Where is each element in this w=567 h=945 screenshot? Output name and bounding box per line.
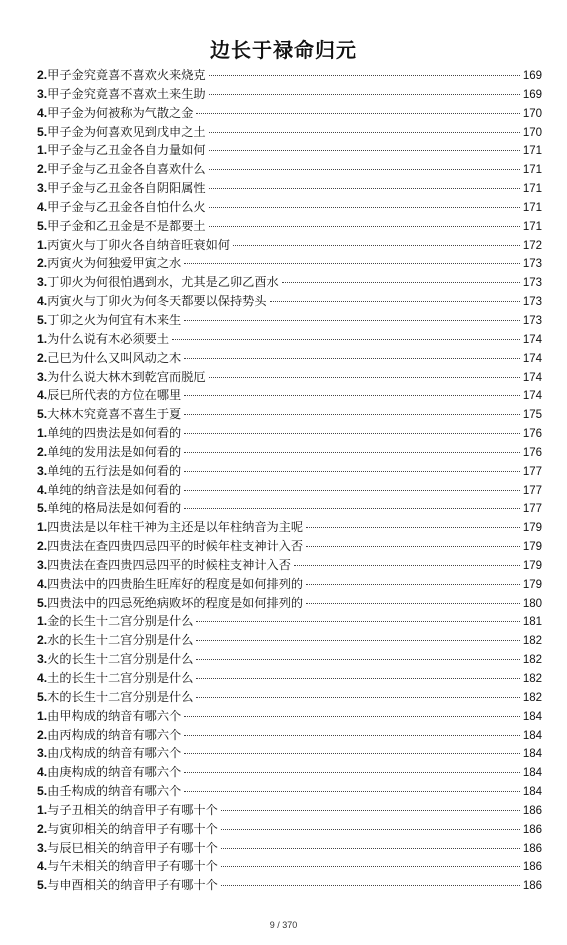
- toc-entry[interactable]: [37, 556, 542, 575]
- toc-entry[interactable]: [37, 820, 542, 839]
- toc-entry[interactable]: [37, 424, 542, 443]
- toc-entry-title: 甲子金与乙丑金各自怕什么火: [47, 199, 206, 214]
- toc-leader-dots: [221, 848, 520, 849]
- toc-entry-title: 由戊构成的纳音有哪六个: [47, 746, 182, 761]
- toc-entry-page: 179: [522, 559, 542, 572]
- toc-entry[interactable]: [37, 782, 542, 801]
- toc-leader-dots: [221, 810, 520, 811]
- toc-entry-number: 3.: [37, 181, 48, 196]
- toc-entry-page: 171: [522, 220, 542, 233]
- toc-entry-number: 5.: [37, 689, 48, 704]
- toc-entry-title: 由壬构成的纳音有哪六个: [47, 784, 182, 799]
- toc-entry-page: 186: [522, 842, 542, 855]
- toc-leader-dots: [184, 263, 520, 264]
- toc-entry-title: 丙寅火为何独爱甲寅之水: [47, 256, 182, 271]
- toc-entry-number: 1.: [37, 520, 48, 535]
- toc-entry-page: 179: [522, 522, 542, 535]
- toc-entry-page: 184: [522, 729, 542, 742]
- toc-leader-dots: [184, 395, 520, 396]
- toc-entry-page: 171: [522, 201, 542, 214]
- toc-entry-page: 177: [522, 484, 542, 497]
- toc-entry-number: 3.: [37, 652, 48, 667]
- toc-entry-number: 2.: [37, 821, 48, 836]
- toc-entry-page: 175: [522, 409, 542, 422]
- toc-entry-page: 173: [522, 258, 542, 271]
- toc-entry[interactable]: [37, 198, 542, 217]
- toc-leader-dots: [172, 339, 520, 340]
- toc-entry[interactable]: [37, 273, 542, 292]
- toc-entry-page: 182: [522, 635, 542, 648]
- toc-leader-dots: [306, 527, 520, 528]
- toc-entry-number: 4.: [37, 671, 48, 685]
- toc-entry-number: 4.: [37, 199, 48, 214]
- toc-entry-title: 辰巳所代表的方位在哪里: [47, 388, 182, 403]
- toc-entry[interactable]: [37, 594, 542, 613]
- toc-entry-page: 184: [522, 786, 542, 799]
- toc-leader-dots: [196, 659, 519, 660]
- toc-entry[interactable]: [37, 650, 542, 669]
- toc-leader-dots: [233, 245, 520, 246]
- toc-entry[interactable]: [37, 763, 542, 782]
- toc-leader-dots: [196, 697, 519, 698]
- toc-entry-page: 182: [522, 673, 542, 685]
- toc-entry-page: 177: [522, 465, 542, 478]
- toc-entry[interactable]: [37, 481, 542, 500]
- toc-entry-title: 由甲构成的纳音有哪六个: [47, 708, 182, 723]
- toc-entry-title: 为什么说大林木到乾宫而脱厄: [47, 369, 206, 384]
- toc-entry-page: 184: [522, 767, 542, 780]
- toc-leader-dots: [184, 320, 520, 321]
- toc-entry-page: 181: [522, 616, 542, 629]
- toc-entry-number: 1.: [37, 614, 48, 629]
- toc-entry-page: 170: [522, 107, 542, 120]
- toc-entry-page: 169: [522, 88, 542, 101]
- toc-leader-dots: [184, 753, 520, 754]
- toc-entry[interactable]: [37, 254, 542, 273]
- toc-entry-page: 186: [522, 804, 542, 817]
- toc-entry-page: 174: [522, 390, 542, 403]
- toc-entry-number: 4.: [37, 105, 48, 120]
- toc-entry-title: 甲子金究竟喜不喜欢土来生助: [47, 86, 206, 101]
- toc-entry-page: 182: [522, 691, 542, 704]
- toc-entry-number: 3.: [37, 840, 48, 855]
- toc-leader-dots: [196, 621, 519, 622]
- toc-entry-page: 176: [522, 428, 542, 441]
- toc-entry-title: 与子丑相关的纳音甲子有哪十个: [47, 802, 218, 817]
- toc-entry[interactable]: [37, 104, 542, 123]
- toc-entry[interactable]: [37, 744, 542, 763]
- toc-entry-page: 184: [522, 710, 542, 723]
- toc-entry[interactable]: [37, 707, 542, 726]
- toc-entry-page: 171: [522, 183, 542, 196]
- toc-entry[interactable]: [37, 537, 542, 556]
- toc-entry-title: 丁卯火为何很怕遇到水，尤其是乙卯乙酉水: [47, 275, 279, 290]
- toc-leader-dots: [209, 150, 520, 151]
- toc-entry-number: 4.: [37, 576, 48, 591]
- toc-entry-page: 184: [522, 748, 542, 761]
- toc-entry-title: 甲子金与乙丑金各自阴阳属性: [47, 181, 206, 196]
- toc-entry-page: 186: [522, 823, 542, 836]
- toc-entry-number: 2.: [37, 68, 48, 82]
- toc-entry-title: 四贵法在查四贵四忌四平的时候柱支神计入否: [47, 557, 291, 572]
- toc-entry-title: 甲子金为何被称为气散之金: [47, 105, 194, 120]
- toc-leader-dots: [221, 829, 520, 830]
- toc-entry-number: 2.: [37, 444, 48, 459]
- toc-entry[interactable]: [37, 66, 542, 85]
- toc-leader-dots: [184, 433, 520, 434]
- toc-entry-number: 1.: [37, 426, 48, 441]
- toc-entry-title: 木的长生十二宫分别是什么: [47, 689, 194, 704]
- toc-entry-title: 单纯的四贵法是如何看的: [47, 426, 182, 441]
- toc-entry-page: 171: [522, 145, 542, 158]
- toc-entry[interactable]: [37, 499, 542, 518]
- toc-entry-page: 174: [522, 371, 542, 384]
- toc-entry[interactable]: [37, 349, 542, 368]
- toc-entry-title: 单纯的纳音法是如何看的: [47, 482, 182, 497]
- toc-entry[interactable]: [37, 518, 542, 537]
- toc-entry[interactable]: [37, 179, 542, 198]
- toc-entry-number: 1.: [37, 708, 48, 723]
- toc-entry-page: 169: [522, 70, 542, 82]
- toc-leader-dots: [209, 94, 520, 95]
- toc-entry-number: 2.: [37, 162, 48, 177]
- toc-leader-dots: [282, 282, 520, 283]
- toc-entry-number: 1.: [37, 143, 48, 158]
- toc-entry-title: 土的长生十二宫分别是什么: [47, 671, 194, 685]
- toc-entry-number: 3.: [37, 86, 48, 101]
- toc-entry-title: 与午未相关的纳音甲子有哪十个: [47, 859, 218, 874]
- toc-leader-dots: [196, 113, 519, 114]
- toc-entry-title: 甲子金与乙丑金各自喜欢什么: [47, 162, 206, 177]
- toc-entry-title: 由丙构成的纳音有哪六个: [47, 727, 182, 742]
- toc-leader-dots: [184, 358, 520, 359]
- toc-entry-number: 4.: [37, 294, 48, 309]
- toc-entry-title: 为什么说有木必须要土: [47, 331, 170, 346]
- toc-entry[interactable]: [37, 726, 542, 745]
- toc-entry-title: 水的长生十二宫分别是什么: [47, 633, 194, 648]
- page-number: 9 / 370: [269, 920, 298, 930]
- toc-entry-page: 173: [522, 314, 542, 327]
- toc-entry[interactable]: [37, 801, 542, 820]
- toc-entry-title: 四贵法中的四忌死绝病败坏的程度是如何排列的: [47, 595, 304, 610]
- toc-entry-title: 大林木究竟喜不喜生于夏: [47, 407, 182, 422]
- toc-entry[interactable]: [37, 405, 542, 424]
- toc-entry-number: 2.: [37, 633, 48, 648]
- toc-entry-number: 4.: [37, 388, 48, 403]
- toc-entry-number: 5.: [37, 595, 48, 610]
- toc-entry[interactable]: [37, 688, 542, 707]
- toc-entry-title: 甲子金究竟喜不喜欢火来烧克: [47, 68, 206, 82]
- toc-entry-title: 单纯的发用法是如何看的: [47, 444, 182, 459]
- toc-entry-page: 182: [522, 654, 542, 667]
- toc-leader-dots: [270, 301, 520, 302]
- toc-entry[interactable]: [37, 575, 542, 594]
- toc-entry-number: 1.: [37, 331, 48, 346]
- toc-entry-number: 2.: [37, 256, 48, 271]
- toc-leader-dots: [209, 75, 520, 76]
- toc-leader-dots: [209, 226, 520, 227]
- toc-entry[interactable]: [37, 292, 542, 311]
- toc-entry[interactable]: [37, 462, 542, 481]
- toc-entry-title: 由庚构成的纳音有哪六个: [47, 765, 182, 780]
- toc-entry-title: 单纯的格局法是如何看的: [47, 501, 182, 516]
- toc-entry-number: 3.: [37, 275, 48, 290]
- toc-leader-dots: [196, 678, 519, 679]
- toc-entry-page: 173: [522, 277, 542, 290]
- toc-entry-page: 179: [522, 578, 542, 591]
- toc-entry-page: 177: [522, 503, 542, 516]
- toc-entry-number: 5.: [37, 124, 48, 139]
- toc-leader-dots: [184, 772, 520, 773]
- toc-entry[interactable]: [37, 123, 542, 142]
- toc-entry[interactable]: [37, 217, 542, 236]
- toc-entry-number: 5.: [37, 878, 48, 893]
- toc-leader-dots: [294, 565, 520, 566]
- toc-leader-dots: [221, 885, 520, 886]
- toc-entry-page: 170: [522, 126, 542, 139]
- toc-entry-number: 5.: [37, 218, 48, 233]
- toc-entry-page: 173: [522, 296, 542, 309]
- toc-leader-dots: [209, 132, 520, 133]
- toc-entry-number: 4.: [37, 482, 48, 497]
- toc-leader-dots: [184, 791, 520, 792]
- toc-leader-dots: [221, 866, 520, 867]
- toc-entry-number: 2.: [37, 727, 48, 742]
- toc-entry-title: 单纯的五行法是如何看的: [47, 463, 182, 478]
- toc-leader-dots: [184, 716, 520, 717]
- toc-leader-dots: [184, 452, 520, 453]
- toc-leader-dots: [184, 508, 520, 509]
- toc-entry-title: 与寅卯相关的纳音甲子有哪十个: [47, 821, 218, 836]
- toc-entry-title: 丁卯之火为何宜有木来生: [47, 312, 182, 327]
- toc-leader-dots: [209, 169, 520, 170]
- toc-entry-title: 与辰巳相关的纳音甲子有哪十个: [47, 840, 218, 855]
- toc-entry-page: 176: [522, 446, 542, 459]
- toc-entry[interactable]: [37, 141, 542, 160]
- toc-entry-page: 180: [522, 597, 542, 610]
- toc-leader-dots: [306, 584, 520, 585]
- toc-entry[interactable]: [37, 669, 542, 688]
- toc-entry-title: 甲子金与乙丑金各自力量如何: [47, 143, 206, 158]
- toc-leader-dots: [184, 471, 520, 472]
- toc-leader-dots: [184, 414, 520, 415]
- toc-entry-number: 3.: [37, 369, 48, 384]
- toc-entry[interactable]: [37, 612, 542, 631]
- toc-entry-title: 四贵法是以年柱干神为主还是以年柱纳音为主呢: [47, 520, 304, 535]
- toc-entry-number: 5.: [37, 784, 48, 799]
- toc-entry-page: 186: [522, 861, 542, 874]
- toc-entry[interactable]: [37, 876, 542, 895]
- toc-leader-dots: [306, 603, 520, 604]
- toc-leader-dots: [306, 546, 520, 547]
- toc-entry[interactable]: [37, 443, 542, 462]
- toc-entry[interactable]: [37, 839, 542, 858]
- toc-leader-dots: [184, 490, 520, 491]
- toc-leader-dots: [209, 207, 520, 208]
- toc-leader-dots: [196, 640, 519, 641]
- table-of-contents: [37, 66, 542, 895]
- toc-leader-dots: [184, 735, 520, 736]
- toc-entry-number: 2.: [37, 350, 48, 365]
- toc-leader-dots: [209, 377, 520, 378]
- toc-entry-page: 172: [522, 239, 542, 252]
- toc-entry-title: 己巳为什么又叫风动之木: [47, 350, 182, 365]
- toc-entry-number: 5.: [37, 407, 48, 422]
- toc-entry[interactable]: [37, 85, 542, 104]
- toc-entry-number: 4.: [37, 765, 48, 780]
- toc-entry-title: 丙寅火与丁卯火为何冬天都要以保持势头: [47, 294, 267, 309]
- toc-entry-number: 3.: [37, 557, 48, 572]
- toc-entry-page: 171: [522, 164, 542, 177]
- toc-entry-number: 2.: [37, 539, 48, 554]
- toc-entry-title: 与申酉相关的纳音甲子有哪十个: [47, 878, 218, 893]
- toc-entry-number: 3.: [37, 746, 48, 761]
- toc-entry[interactable]: [37, 236, 542, 255]
- page-title: 边长于禄命归元: [210, 38, 357, 62]
- toc-entry-number: 1.: [37, 802, 48, 817]
- toc-entry-page: 186: [522, 880, 542, 893]
- toc-entry-title: 火的长生十二宫分别是什么: [47, 652, 194, 667]
- toc-entry[interactable]: [37, 386, 542, 405]
- toc-entry-page: 174: [522, 333, 542, 346]
- toc-entry-page: 174: [522, 352, 542, 365]
- toc-entry[interactable]: [37, 311, 542, 330]
- toc-entry-number: 3.: [37, 463, 48, 478]
- toc-entry-title: 甲子金为何喜欢见到戊申之土: [47, 124, 206, 139]
- toc-entry[interactable]: [37, 330, 542, 349]
- toc-entry-title: 四贵法中的四贵胎生旺库好的程度是如何排列的: [47, 576, 304, 591]
- toc-entry-number: 4.: [37, 859, 48, 874]
- toc-entry[interactable]: [37, 631, 542, 650]
- toc-entry-number: 1.: [37, 237, 48, 252]
- toc-entry-number: 5.: [37, 312, 48, 327]
- toc-entry-title: 四贵法在查四贵四忌四平的时候年柱支神计入否: [47, 539, 304, 554]
- toc-entry-page: 179: [522, 541, 542, 554]
- toc-leader-dots: [209, 188, 520, 189]
- toc-entry-title: 丙寅火与丁卯火各自纳音旺衰如何: [47, 237, 230, 252]
- toc-entry-title: 甲子金和乙丑金是不是都要土: [47, 218, 206, 233]
- toc-entry[interactable]: [37, 160, 542, 179]
- toc-entry[interactable]: [37, 368, 542, 387]
- toc-entry[interactable]: [37, 857, 542, 876]
- toc-entry-number: 5.: [37, 501, 48, 516]
- toc-entry-title: 金的长生十二宫分别是什么: [47, 614, 194, 629]
